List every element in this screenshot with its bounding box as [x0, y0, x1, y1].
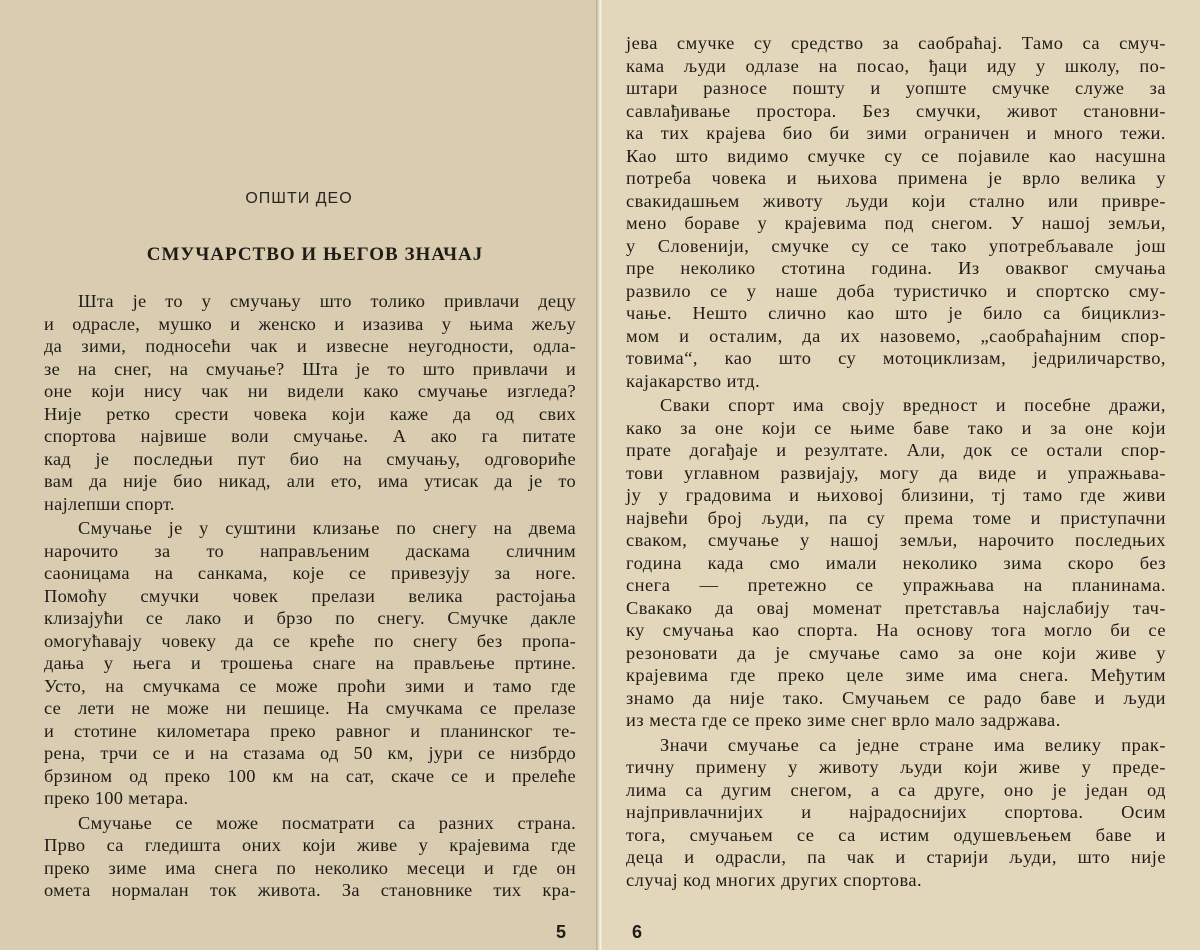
text-line: највећи број људи, па су према томе и приступачни — [626, 507, 1166, 528]
text-line: прате догађаје и резултате. Али, док се остали спор- — [626, 440, 1166, 460]
text-line: мом и осталим, да их назовемо, „саобраћајним спор- — [626, 325, 1166, 346]
text-line: нарочито за то направљеним даскама сличним — [44, 540, 576, 561]
text-line: саоницама на санкама, које се привезују за ноге. — [44, 563, 576, 583]
text-line: лима са дугим снегом, а са друге, оно је један од — [626, 779, 1166, 800]
text-line: ју у градовима и њиховој близини, тј тамо где живи — [626, 485, 1166, 505]
page-number-right: 6 — [632, 922, 643, 942]
text-line: преко зиме има снега по неколико месеци и где он — [44, 857, 576, 878]
text-line: чање. Нешто слично као што је било са бициклиз- — [626, 303, 1166, 323]
chapter-title: СМУЧАРСТВО И ЊЕГОВ ЗНАЧАЈ — [146, 244, 484, 265]
text-line: деца и одрасли, па чак и старији људи, што није — [626, 847, 1166, 867]
text-line: Као што видимо смучке су се појавиле као насушна — [626, 145, 1166, 166]
text-line: преко 100 метара. — [44, 788, 189, 808]
left-page — [0, 0, 598, 950]
text-line: резоновати да је смучање само за оне који живе у — [626, 642, 1166, 663]
right-page-body — [626, 32, 1166, 891]
text-line: најлепши спорт. — [44, 493, 175, 514]
text-line: сваком, смучање у нашој земљи, нарочито последњих — [626, 530, 1166, 550]
text-line: товима“, као што су мотоциклизам, једриличарство, — [626, 348, 1166, 368]
text-line: како за оне који се њиме баве тако и за оне који — [626, 417, 1166, 438]
text-line: Шта је то у смучању што толико привлачи децу — [78, 291, 576, 311]
text-line: мено бораве у крајевима под снегом. У нашој земљи, — [626, 213, 1166, 233]
text-line: кад је последњи пут био на смучању, одговориће — [44, 448, 576, 469]
text-line: тови углавном развијају, могу да виде и упражњава- — [626, 462, 1166, 483]
text-line: потреба човека и њихова примена је врло велика у — [626, 168, 1166, 188]
text-line: знамо да није тако. Смучањем се радо баве и људи — [626, 687, 1166, 708]
text-line: у Словенији, смучке су се тако употребљавале још — [626, 235, 1166, 256]
text-line: Сваки спорт има своју вредност и посебне дражи, — [660, 395, 1166, 415]
text-line: Значи смучање са једне стране има велику прак- — [660, 734, 1166, 755]
text-line: дања у њега и трошења снаге на прављење пртине. — [44, 653, 576, 673]
text-line: снега — претежно се упражњава на планинама. — [626, 575, 1166, 595]
text-line: да зими, подносећи чак и извесне неугодности, одла- — [44, 336, 576, 356]
text-line: се лети не може ни пешице. На смучкама се прелазе — [44, 698, 576, 718]
text-line: година када смо имали неколико зима скоро без — [626, 552, 1166, 573]
left-page-body — [44, 290, 576, 902]
text-line: зе на снег, на смучање? Шта је то што привлачи и — [44, 358, 576, 379]
section-title: ОПШТИ ДЕО — [245, 190, 353, 207]
text-line: јева смучке су средство за саобраћај. Тамо са смуч- — [626, 33, 1166, 53]
text-line: вам да није био никад, али ето, има утисак да је то — [44, 471, 576, 491]
text-line: штари разносе пошту и уопште смучке служе за — [626, 78, 1166, 98]
text-line: савлађивање простора. Без смучки, живот становни- — [626, 100, 1166, 121]
text-line: кама људи одлазе на посао, ђаци иду у школу, по- — [626, 55, 1166, 76]
text-line: Помоћу смучки човек прелази велика растојања — [44, 585, 576, 606]
text-line: тичну примену у животу људи који живе у преде- — [626, 757, 1166, 777]
text-line: ку смучања као спорта. На основу тога могло би се — [626, 620, 1166, 640]
text-line: пре неколико стотина година. Из оваквог смучања — [626, 258, 1166, 278]
text-line: Прво са гледишта оних који живе у крајевима где — [44, 835, 576, 855]
text-line: рена, трчи се и на стазама од 50 км, јури се низбрдо — [44, 743, 576, 763]
text-line: омета нормалан ток живота. За становнике тих кра- — [44, 880, 576, 900]
text-line: најпривлачнијих и најрадоснијих спортова. Осим — [626, 802, 1166, 822]
page-number-left: 5 — [556, 922, 567, 942]
text-line: и одрасле, мушко и женско и изазива у њима жељу — [44, 313, 576, 334]
text-line: омогућавају човеку да се креће по снегу без пропа- — [44, 630, 576, 651]
text-line: тога, смучањем се са истим одушевљењем баве и — [626, 824, 1166, 845]
text-line: и стотине километара преко равног и планинског те- — [44, 720, 576, 741]
text-line: из места где се преко зиме снег врло мало задржава. — [626, 710, 1061, 730]
text-line: ка тих крајева био би зими ограничен и много тежи. — [626, 123, 1166, 143]
text-line: брзином од преко 100 км на сат, скаче се и прелеће — [44, 765, 576, 786]
text-line: Свакако да овај моменат претставља најслабију тач- — [626, 597, 1166, 618]
text-line: Смучање је у суштини клизање по снегу на двема — [78, 518, 576, 538]
text-line: развило се у наше доба туристичко и спортско сму- — [626, 280, 1166, 301]
text-line: оне који нису чак ни видели како смучање изгледа? — [44, 381, 576, 401]
text-line: Усто, на смучкама се може проћи зими и тамо где — [44, 675, 576, 696]
right-page — [602, 0, 1200, 950]
text-line: случај код многих других спортова. — [626, 869, 923, 890]
text-line: Смучање се може посматрати са разних страна. — [78, 812, 576, 833]
text-line: Није ретко срести човека који каже да од свих — [44, 403, 576, 424]
text-line: свакидашњем животу људи који стално или привре- — [626, 190, 1166, 211]
text-line: кајакарство итд. — [626, 370, 761, 391]
text-line: крајевима где преко целе зиме има снега. Међутим — [626, 665, 1166, 685]
text-line: клизајући се лако и брзо по снегу. Смучке дакле — [44, 608, 576, 628]
text-line: спортова највише воли смучање. А ако га питате — [44, 426, 576, 446]
